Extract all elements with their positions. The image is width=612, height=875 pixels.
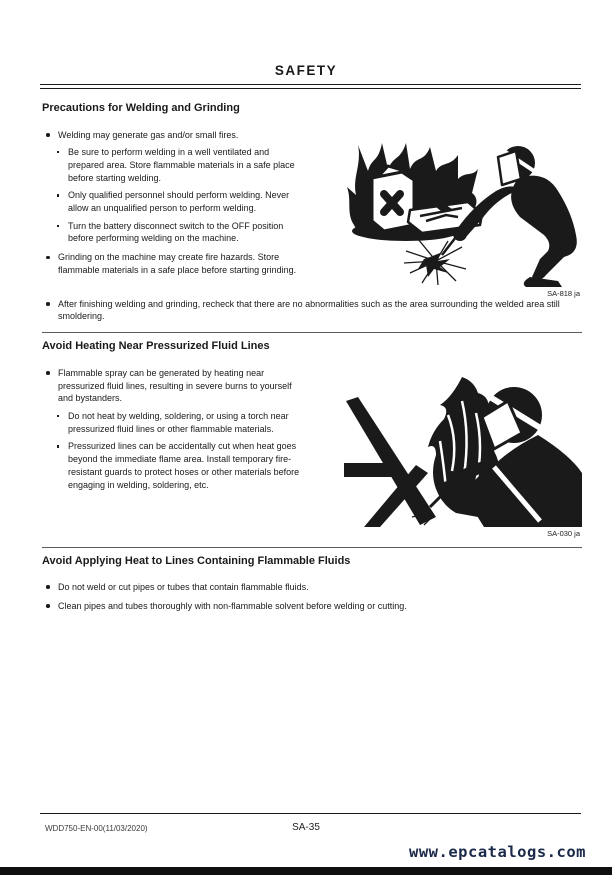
bullet-item: Clean pipes and tubes thoroughly with non-flammable solvent before welding or cutting. — [42, 600, 582, 613]
sparks-icon — [404, 239, 466, 285]
footer-divider — [40, 813, 581, 814]
document-code: WDD750-EN-00(11/03/2020) — [45, 824, 148, 833]
bullet-item: Flammable spray can be generated by heating near pressurized fluid lines, resulting in severe burns to yourself and bystanders. — [42, 367, 308, 405]
watermark-url: www.epcatalogs.com — [409, 843, 586, 861]
torch-heating-illustration — [344, 373, 582, 527]
section-body — [42, 129, 582, 323]
header-divider — [40, 84, 581, 89]
bullet-item: Grinding on the machine may create fire hazards. Store flammable materials in a safe place before starting grinding. — [42, 251, 308, 276]
section-body — [42, 581, 582, 612]
section-divider — [42, 547, 582, 548]
figure-caption: SA-030 ja — [547, 528, 580, 538]
sub-bullet-item: Turn the battery disconnect switch to the OFF position before performing welding on the machine. — [42, 220, 300, 245]
welding-fire-illustration — [344, 135, 582, 287]
section-body — [42, 367, 582, 538]
section-heading: Avoid Applying Heat to Lines Containing Flammable Fluids — [42, 554, 351, 567]
section-divider — [42, 332, 582, 333]
section-heading: Precautions for Welding and Grinding — [42, 101, 240, 114]
sub-bullet-item: Do not heat by welding, soldering, or using a torch near pressurized fluid lines or other flammable materials. — [42, 410, 300, 435]
section-pressurized-lines — [42, 332, 582, 538]
torch-heating-figure — [344, 373, 582, 538]
bullet-item: After finishing welding and grinding, recheck that there are no abnormalities such as the area surrounding the welded area still smoldering. — [42, 298, 582, 323]
bullet-item: Do not weld or cut pipes or tubes that contain flammable fluids. — [42, 581, 582, 594]
section-heading: Avoid Heating Near Pressurized Fluid Lines — [42, 339, 270, 352]
section-flammable-fluids — [42, 547, 582, 612]
page-content — [42, 102, 582, 613]
page-number: SA-35 — [292, 822, 320, 833]
sub-bullet-item: Be sure to perform welding in a well ventilated and prepared area. Store flammable materials in a safe place before starting welding. — [42, 146, 300, 184]
pipe-shape — [344, 463, 400, 477]
sub-bullet-item: Only qualified personnel should perform welding. Never allow an unqualified person to perform welding. — [42, 189, 300, 214]
bottom-bar — [0, 867, 612, 875]
page-title: SAFETY — [274, 63, 338, 78]
figure-caption: SA-818 ja — [547, 288, 580, 298]
section-welding-grinding — [42, 102, 582, 323]
welding-fire-figure — [344, 135, 582, 298]
sub-bullet-item: Pressurized lines can be accidentally cut when heat goes beyond the immediate flame area. Install temporary fire-resistant guards to protect hoses or other materials before engaging in welding, soldering, etc. — [42, 440, 300, 491]
bullet-item: Welding may generate gas and/or small fires. — [42, 129, 308, 142]
